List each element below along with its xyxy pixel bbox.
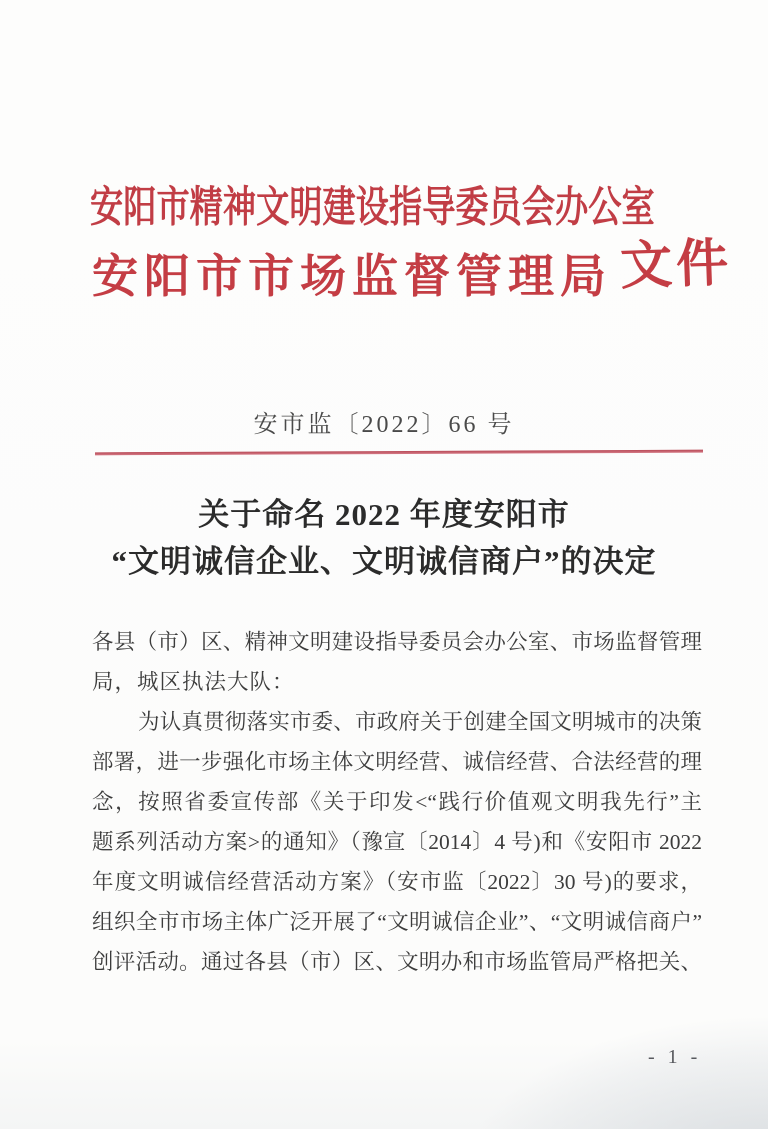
paragraph-line-2: 部署，进一步强化市场主体文明经营、诚信经营、合法经营的理	[92, 750, 702, 774]
letterhead-org-line-1: 安阳市精神文明建设指导委员会办公室	[90, 183, 655, 232]
paragraph-line-3: 念，按照省委宣传部《关于印发<“践行价值观文明我先行”主	[92, 790, 702, 814]
document-title-line-2: “文明诚信企业、文明诚信商户”的决定	[111, 544, 657, 579]
salutation-line-1: 各县（市）区、精神文明建设指导委员会办公室、市场监督管理	[92, 630, 702, 654]
page-number: - 1 -	[648, 1046, 702, 1068]
paragraph-line-1: 为认真贯彻落实市委、市政府关于创建全国文明城市的决策	[138, 710, 702, 734]
letterhead-org-line-2: 安阳市市场监督管理局	[92, 251, 612, 302]
letterhead-doc-type-label: 文件	[619, 235, 734, 296]
paragraph-line-4: 题系列活动方案>的通知》（豫宣〔2014〕4 号)和《安阳市 2022	[92, 830, 702, 854]
salutation-line-2: 局，城区执法大队：	[92, 670, 295, 694]
paragraph-line-7: 创评活动。通过各县（市）区、文明办和市场监管局严格把关、	[92, 950, 702, 974]
document-title-line-1: 关于命名 2022 年度安阳市	[198, 497, 570, 532]
document-body	[92, 622, 702, 982]
paragraph-line-5: 年度文明诚信经营活动方案》（安市监〔2022〕30 号)的要求，	[92, 870, 702, 894]
document-number: 安市监〔2022〕66 号	[253, 412, 515, 438]
paragraph-line-6: 组织全市市场主体广泛开展了“文明诚信企业”、“文明诚信商户”	[92, 910, 702, 934]
red-separator-rule	[95, 450, 703, 456]
